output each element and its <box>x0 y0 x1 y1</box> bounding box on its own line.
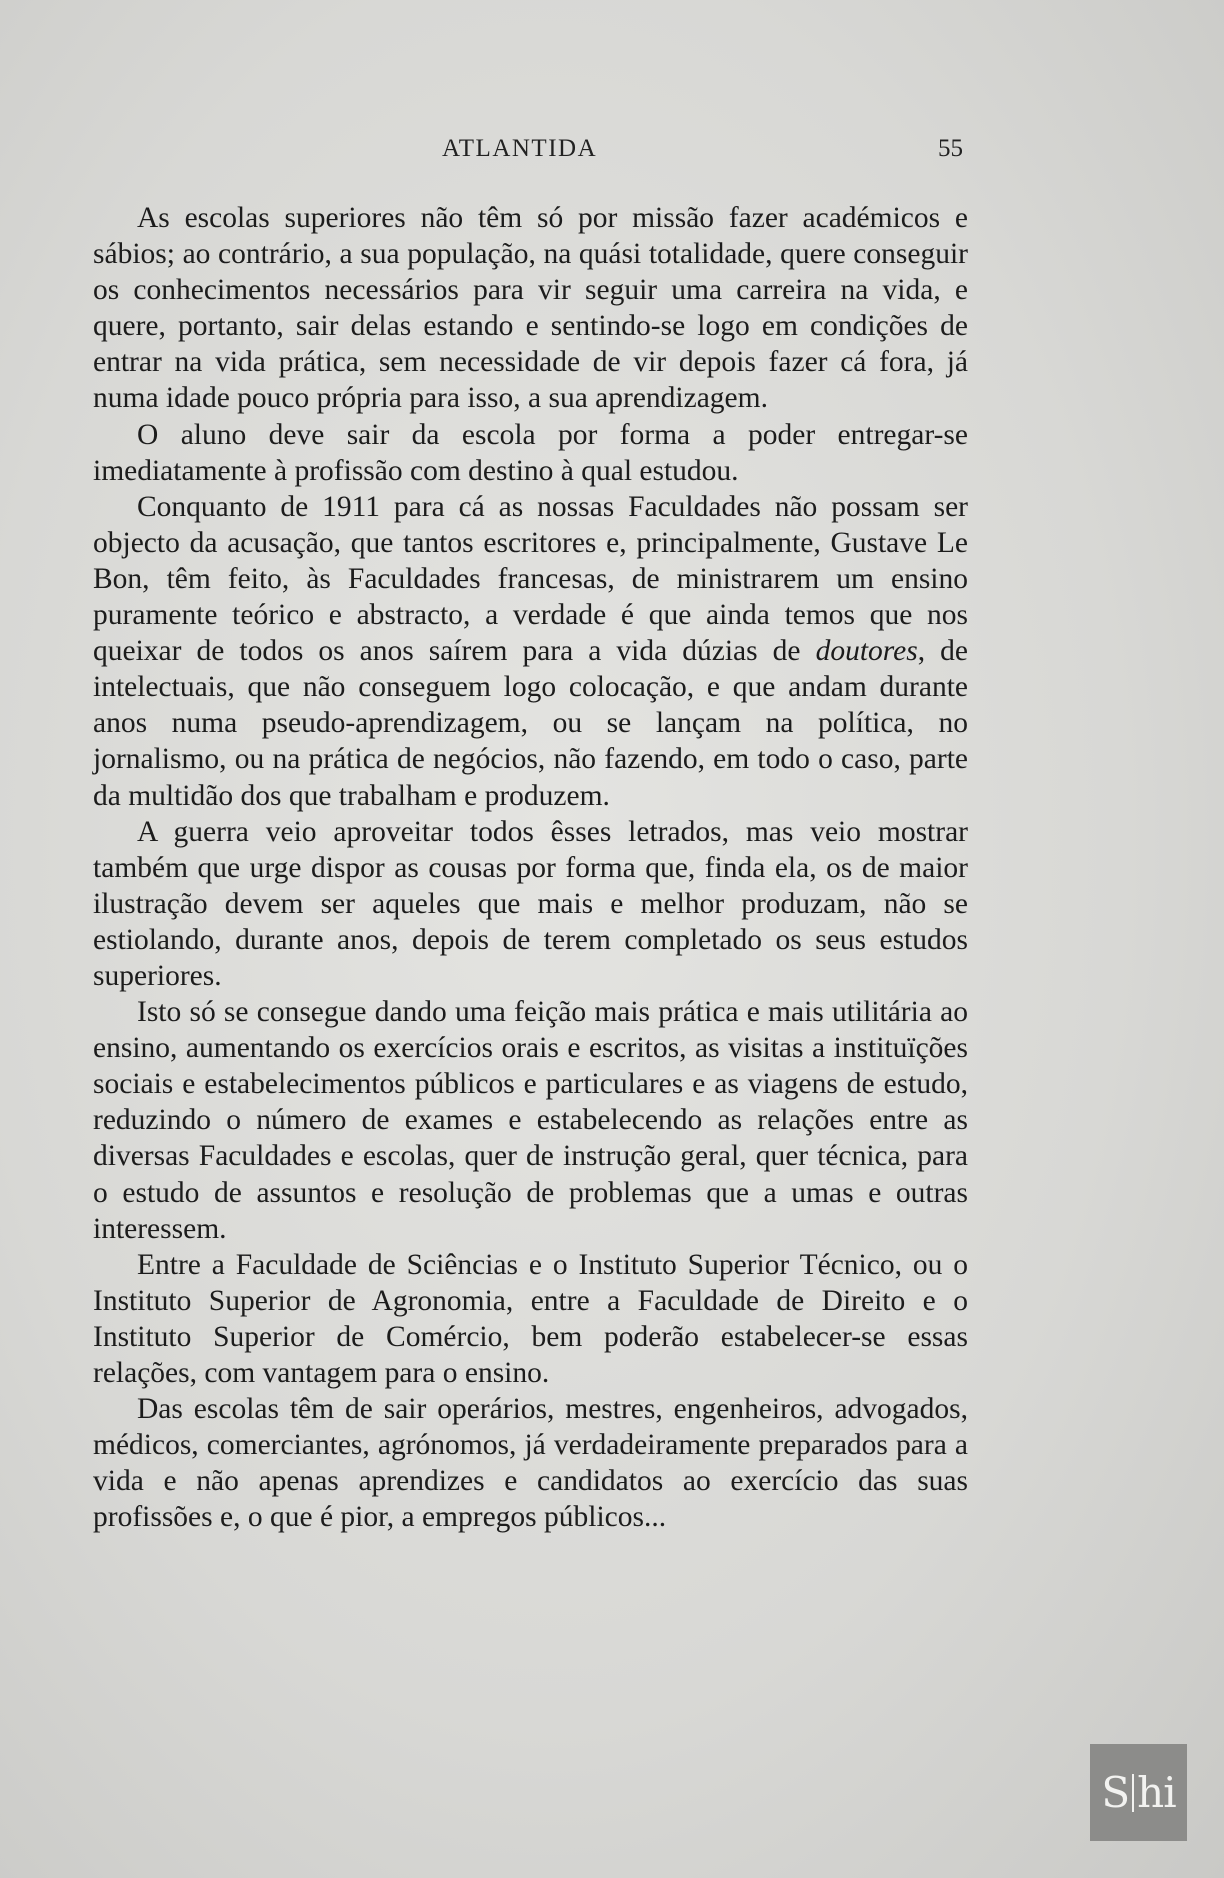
library-watermark-logo <box>1090 1744 1187 1841</box>
paragraph-3-end: , de intelectuais, que não conseguem logo colocação, e que andam durante anos numa pseudo-aprendizagem, ou se lançam na política, no jornalismo, ou na prática de negócios, não fazendo, em todo o caso, parte da multidão dos que trabalham e produzem. <box>93 635 969 812</box>
paragraph-5: Isto só se consegue dando uma feição mais prática e mais utilitária ao ensino, aumentando os exercícios orais e escritos, as visitas a instituïções sociais e estabelecimentos públicos e particulares e as viagens de estudo, reduzindo o número de exames e estabelecendo as relações entre as diversas Faculdades e escolas, quer de instrução geral, quer técnica, para o estudo de assuntos e resolução de problemas que a umas e outras interessem. <box>93 996 968 1245</box>
paragraph-3 <box>93 489 968 814</box>
page-number: 55 <box>938 135 963 162</box>
paragraph-6: Entre a Faculdade de Sciências e o Instituto Superior Técnico, ou o Instituto Superior de Agronomia, entre a Faculdade de Direito e o Instituto Superior de Comércio, bem poderão estabelecer-se essas relações, com vantagem para o ensino. <box>93 1248 968 1389</box>
body-text <box>93 200 968 1535</box>
paragraph-7: Das escolas têm de sair operários, mestres, engenheiros, advogados, médicos, comerciantes, agrónomos, já verdadeiramente preparados para a vida e não apenas aprendizes e candidatos ao exercício das suas profissões e, o que é pior, a empregos públicos... <box>93 1393 968 1534</box>
paragraph-4: A guerra veio aproveitar todos êsses letrados, mas veio mostrar também que urge dispor as cousas por forma que, finda ela, os de maior ilustração devem ser aqueles que mais e melhor produzam, não se estiolando, durante anos, depois de terem completado os seus estudos superiores. <box>93 815 968 992</box>
watermark-separator <box>1132 1774 1134 1812</box>
paragraph-3-start: Conquanto de 1911 para cá as nossas Faculdades não possam ser objecto da acusação, que tantos escritores e, principalmente, Gustave Le Bon, têm feito, às Faculdades francesas, de ministrarem um ensino puramente teórico e abstracto, a verdade é que ainda temos que nos queixar de todos os anos saírem para a vida dúzias de <box>93 490 968 668</box>
watermark-left-text: S <box>1101 1768 1130 1817</box>
running-title: ATLANTIDA <box>442 135 598 162</box>
paragraph-1: As escolas superiores não têm só por missão fazer académicos e sábios; ao contrário, a sua população, na quási totalidade, quere conseguir os conhecimentos necessários para vir seguir uma carreira na vida, e quere, portanto, sair delas estando e sentindo-se logo em condições de entrar na vida prática, sem necessidade de vir depois fazer cá fora, já numa idade pouco própria para isso, a sua aprendizagem. <box>93 202 968 415</box>
paragraph-3-italic-word: doutores <box>815 635 918 668</box>
page-header <box>0 135 1224 175</box>
paragraph-2: O aluno deve sair da escola por forma a poder entregar-se imediatamente à profissão com destino à qual estudou. <box>93 418 968 487</box>
watermark-right-text: hi <box>1137 1768 1176 1817</box>
